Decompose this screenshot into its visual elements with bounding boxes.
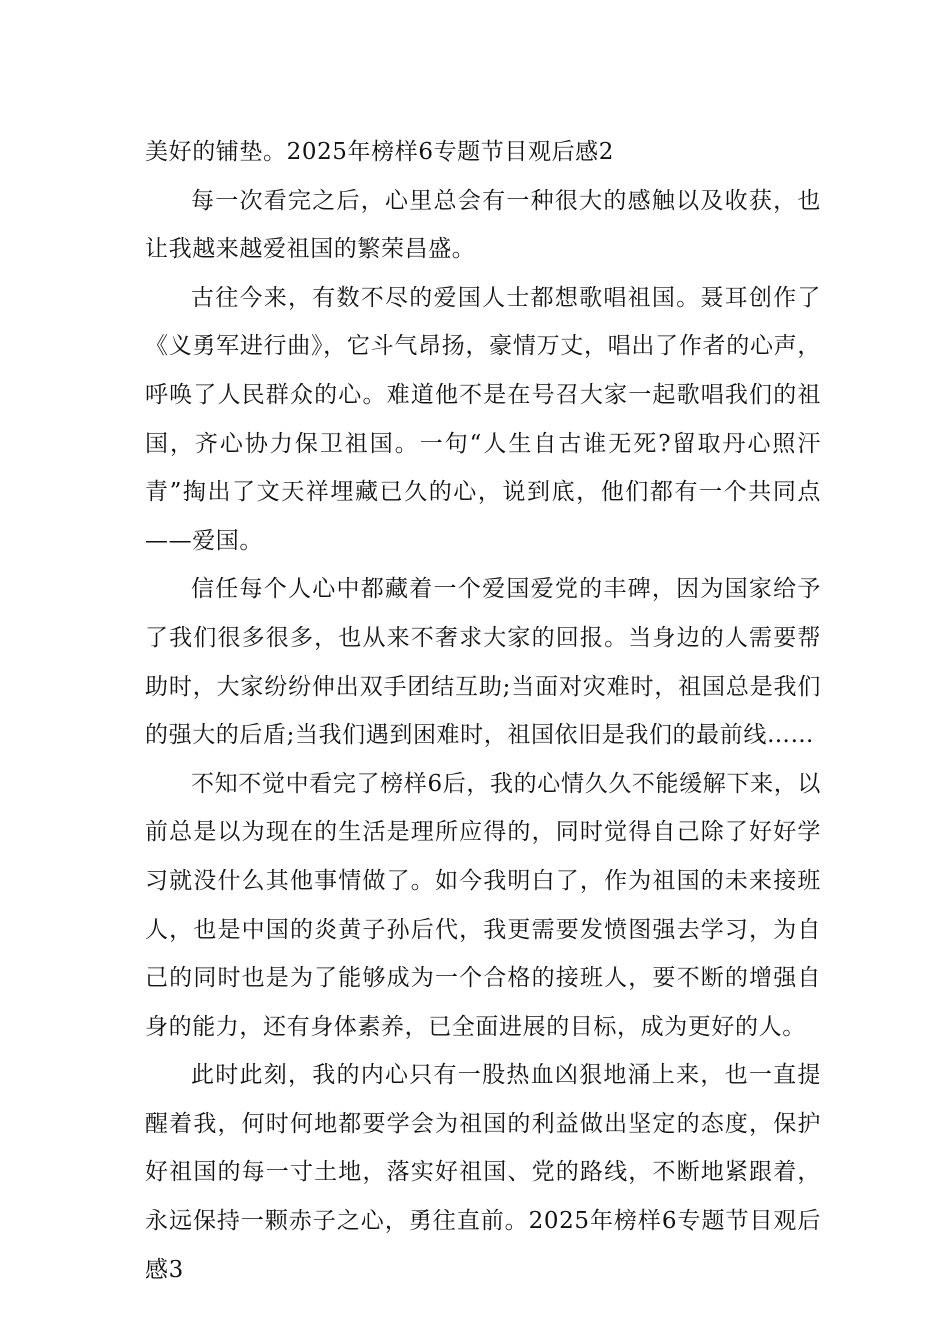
paragraph-2: 每一次看完之后，心里总会有一种很大的感触以及收获，也让我越来越爱祖国的繁荣昌盛。 [145, 187, 821, 263]
paragraph-1: 美好的铺垫。2025年榜样6专题节目观后感2 [145, 139, 614, 165]
paragraph-3: 古往今来，有数不尽的爱国人士都想歌唱祖国。聂耳创作了《义勇军进行曲》，它斗气昂扬，豪情万丈，唱出了作者的心声，呼唤了人民群众的心。难道他不是在号召大家一起歌唱我们的祖国，齐心协力保卫祖国。一句“人生自古谁无死?留取丹心照汗青”掏出了文天祥埋藏已久的心，说到底，他们都有一个共同点——爱国。 [145, 284, 821, 554]
paragraph-5: 不知不觉中看完了榜样6后，我的心情久久不能缓解下来，以前总是以为现在的生活是理所应得的，同时觉得自己除了好好学习就没什么其他事情做了。如今我明白了，作为祖国的未来接班人，也是中国的炎黄子孙后代，我更需要发愤图强去学习，为自己的同时也是为了能够成为一个合格的接班人，要不断的增强自身的能力，还有身体素养，已全面进展的目标，成为更好的人。 [145, 770, 821, 1040]
body-text [145, 128, 821, 1294]
paragraph-6: 此时此刻，我的内心只有一股热血凶狠地涌上来，也一直提醒着我，何时何地都要学会为祖国的利益做出坚定的态度，保护好祖国的每一寸土地，落实好祖国、党的路线，不断地紧跟着，永远保持一颗赤子之心，勇往直前。2025年榜样6专题节目观后感3 [145, 1062, 821, 1283]
paragraph-4: 信任每个人心中都藏着一个爱国爱党的丰碑，因为国家给予了我们很多很多，也从来不奢求大家的回报。当身边的人需要帮助时，大家纷纷伸出双手团结互助;当面对灾难时，祖国总是我们的强大的后盾;当我们遇到困难时，祖国依旧是我们的最前线…… [145, 576, 821, 749]
